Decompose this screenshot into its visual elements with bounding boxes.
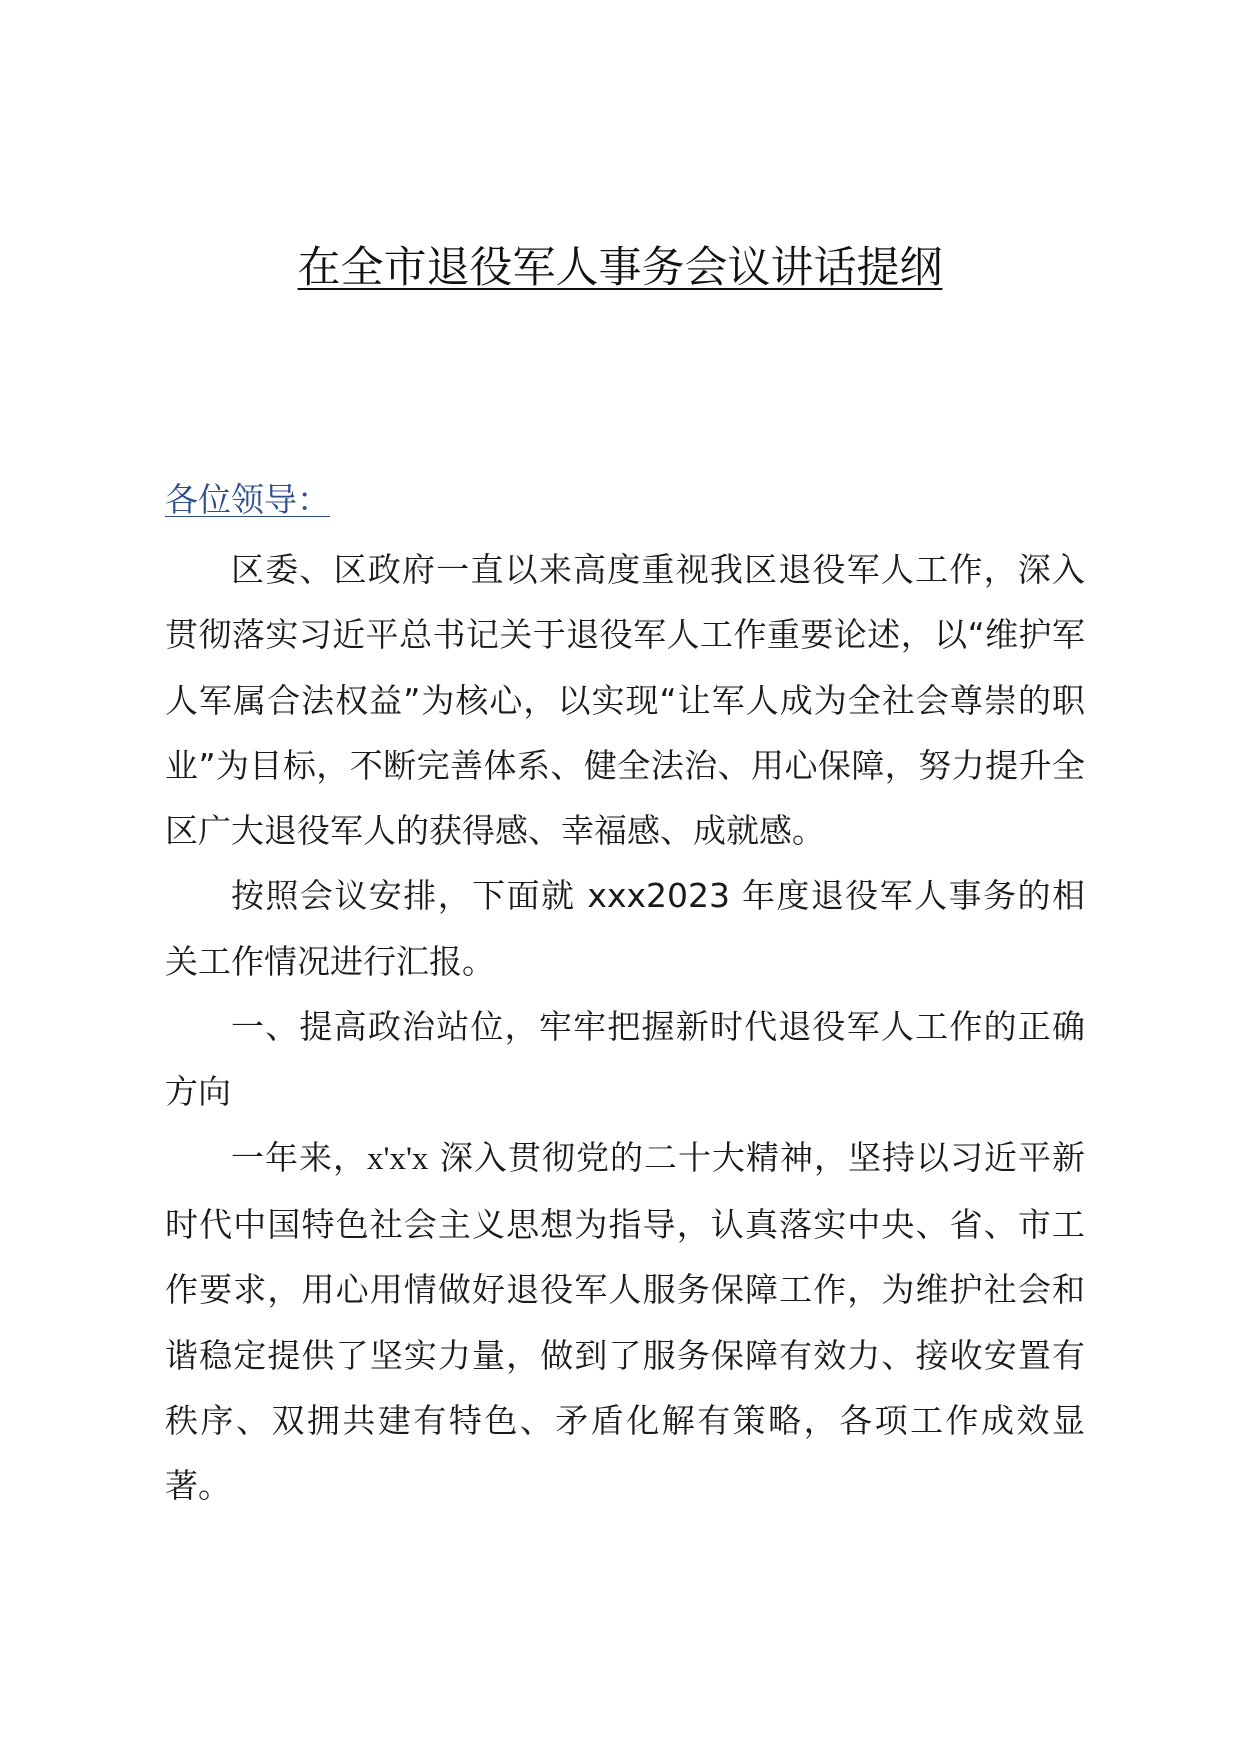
section-heading-1: 一、提高政治站位，牢牢把握新时代退役军人工作的正确方向: [165, 1007, 1085, 1112]
document-title: 在全市退役军人事务会议讲话提纲: [297, 243, 943, 293]
paragraph-summary-lead: 一年来，: [231, 1137, 368, 1177]
paragraph-summary: [165, 1125, 1085, 1519]
document-body: [165, 537, 1085, 1518]
paragraph-summary-rest: 深入贯彻党的二十大精神，坚持以习近平新时代中国特色社会主义思想为指导，认真落实中央、省、市工作要求，用心用情做好退役军人服务保障工作，为维护社会和谐稳定提供了坚实力量，做到了服务保障有效力、接收安置有秩序、双拥共建有特色、矛盾化解有策略，各项工作成效显著。: [165, 1137, 1086, 1506]
paragraph-summary-name: x'x'x: [367, 1140, 429, 1177]
paragraph-intro: 区委、区政府一直以来高度重视我区退役军人工作，深入贯彻落实习近平总书记关于退役军人工作重要论述，以“维护军人军属合法权益”为核心，以实现“让军人成为全社会尊崇的职业”为目标，不断完善体系、健全法治、用心保障，努力提升全区广大退役军人的获得感、幸福感、成就感。: [165, 550, 1085, 851]
salutation: 各位领导：: [165, 480, 330, 519]
paragraph-arrangement: 按照会议安排，下面就 xxx2023 年度退役军人事务的相关工作情况进行汇报。: [165, 876, 1085, 981]
